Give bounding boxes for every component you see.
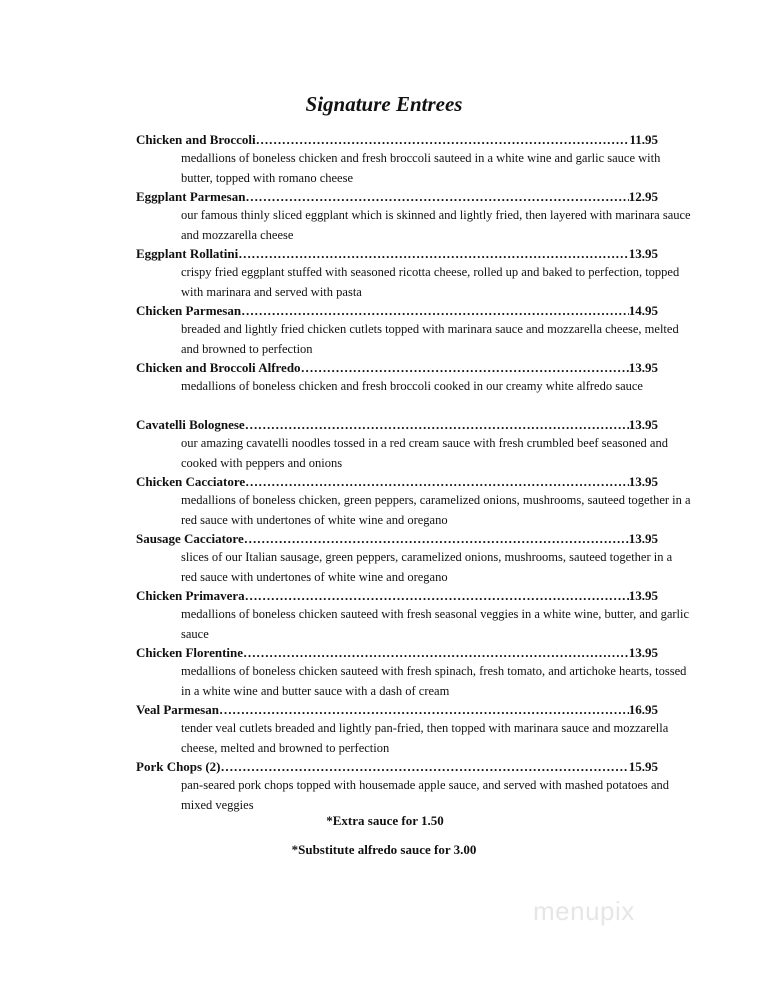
dot-leader xyxy=(245,416,629,434)
page-title: Signature Entrees xyxy=(305,92,463,116)
menu-item xyxy=(136,473,691,530)
item-description: our amazing cavatelli noodles tossed in a red cream sauce with fresh crumbled beef seasoned and cooked with peppers and onions xyxy=(181,436,668,470)
item-price: 13.95 xyxy=(628,417,658,432)
item-description: slices of our Italian sausage, green peppers, caramelized onions, mushrooms, sauteed together in a red sauce with undertones of white wine and oregano xyxy=(181,550,673,584)
item-price: 13.95 xyxy=(628,474,658,489)
dot-leader xyxy=(219,701,629,719)
extra-sauce-note: *Extra sauce for 1.50 xyxy=(326,813,444,828)
dot-leader xyxy=(245,188,628,206)
item-description: breaded and lightly fried chicken cutlets topped with marinara sauce and mozzarella cheese, melted and browned to perfection xyxy=(181,322,679,356)
menu-item xyxy=(136,131,661,188)
dot-leader xyxy=(245,473,629,491)
dot-leader xyxy=(243,644,629,662)
dot-leader xyxy=(221,758,629,776)
item-description: crispy fried eggplant stuffed with seasoned ricotta cheese, rolled up and baked to perfection, topped with marinara and served with pasta xyxy=(181,265,680,299)
item-description: pan-seared pork chops topped with housemade apple sauce, and served with mashed potatoes and mixed veggies xyxy=(181,778,670,812)
dot-leader xyxy=(241,302,629,320)
item-description: tender veal cutlets breaded and lightly pan-fried, then topped with marinara sauce and mozzarella cheese, melted and browned to perfection xyxy=(181,721,669,755)
item-description: medallions of boneless chicken sauteed with fresh seasonal veggies in a white wine, butter, and garlic sauce xyxy=(181,607,690,641)
item-name: Chicken Primavera xyxy=(136,588,245,603)
watermark-logo: menupix xyxy=(533,896,635,926)
item-price: 13.95 xyxy=(628,360,658,375)
item-name: Pork Chops (2) xyxy=(136,759,221,774)
menu-item xyxy=(136,359,658,416)
dot-leader xyxy=(238,245,629,263)
item-description: medallions of boneless chicken and fresh broccoli sauteed in a white wine and garlic sauce with butter, topped with romano cheese xyxy=(181,151,661,185)
item-description: our famous thinly sliced eggplant which is skinned and lightly fried, then layered with marinara sauce and mozzarella cheese xyxy=(181,208,691,242)
menu-item xyxy=(136,245,680,302)
item-price: 13.95 xyxy=(628,645,658,660)
dot-leader xyxy=(244,530,629,548)
item-price: 16.95 xyxy=(628,702,658,717)
menu-item xyxy=(136,188,691,245)
menu-item xyxy=(136,302,679,359)
item-price: 15.95 xyxy=(628,759,658,774)
item-name: Chicken Cacciatore xyxy=(136,474,246,489)
item-name: Chicken and Broccoli Alfredo xyxy=(136,360,301,375)
menu-list xyxy=(136,131,691,815)
dot-leader xyxy=(301,359,629,377)
dot-leader xyxy=(256,131,630,149)
item-description: medallions of boneless chicken and fresh broccoli cooked in our creamy white alfredo sauce xyxy=(181,379,643,393)
item-name: Chicken Florentine xyxy=(136,645,244,660)
item-price: 13.95 xyxy=(628,246,658,261)
item-price: 12.95 xyxy=(628,189,658,204)
menu-item xyxy=(136,644,687,701)
item-name: Cavatelli Bolognese xyxy=(136,417,245,432)
menu-item xyxy=(136,758,670,815)
menu-item xyxy=(136,416,668,473)
dot-leader xyxy=(245,587,629,605)
substitute-note: *Substitute alfredo sauce for 3.00 xyxy=(291,842,477,857)
item-price: 14.95 xyxy=(628,303,658,318)
item-name: Chicken and Broccoli xyxy=(136,132,256,147)
item-name: Veal Parmesan xyxy=(136,702,219,717)
menu-item xyxy=(136,701,669,758)
item-name: Eggplant Rollatini xyxy=(136,246,239,261)
item-price: 11.95 xyxy=(629,132,658,147)
item-name: Sausage Cacciatore xyxy=(136,531,244,546)
item-name: Chicken Parmesan xyxy=(136,303,242,318)
menu-item xyxy=(136,530,673,587)
item-price: 13.95 xyxy=(628,531,658,546)
menu-item xyxy=(136,587,690,644)
item-name: Eggplant Parmesan xyxy=(136,189,246,204)
item-price: 13.95 xyxy=(628,588,658,603)
item-description: medallions of boneless chicken sauteed with fresh spinach, fresh tomato, and artichoke hearts, tossed in a white wine and butter sauce with a dash of cream xyxy=(181,664,687,698)
item-description: medallions of boneless chicken, green peppers, caramelized onions, mushrooms, sauteed together in a red sauce with undertones of white wine and oregano xyxy=(181,493,691,527)
